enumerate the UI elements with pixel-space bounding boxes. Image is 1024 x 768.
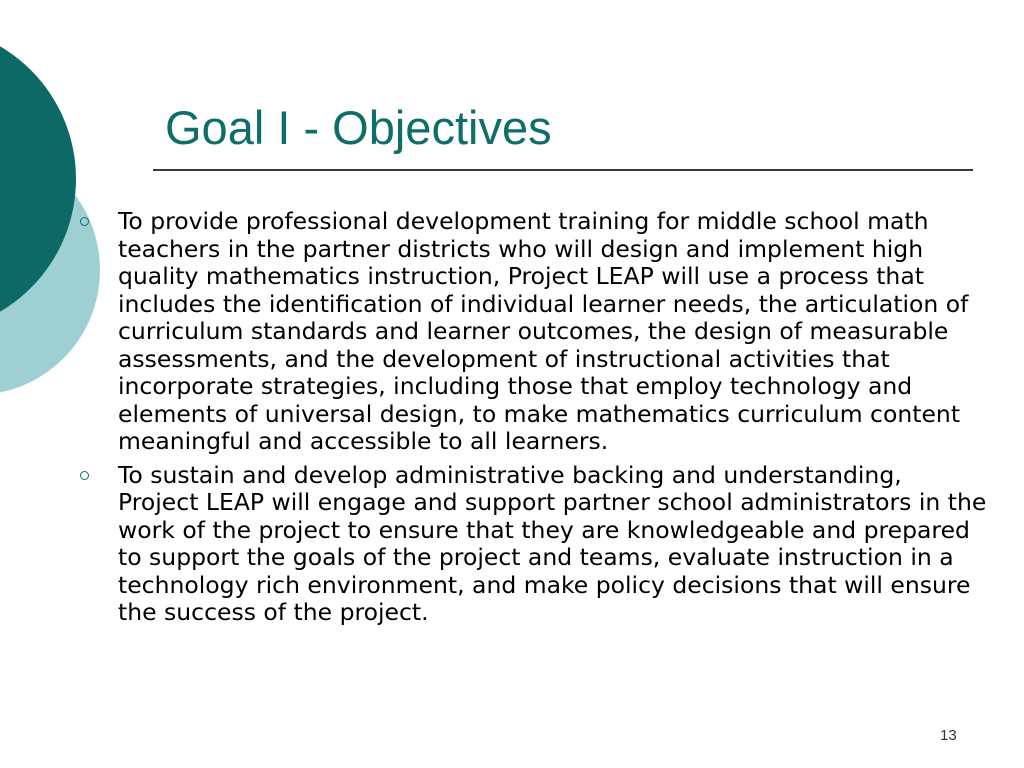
- objective-text-2: To sustain and develop administrative backing and understanding, Project LEAP will engage and support partner school administrators in the work of the project to ensure that they are knowledgeable and prepared to support the goals of the project and teams, evaluate instruction in a technology rich environment, and make policy decisions that will ensure the success of the project.: [118, 460, 987, 626]
- title-divider: [153, 169, 973, 171]
- slide-title: Goal I - Objectives: [165, 101, 552, 154]
- hollow-circle-bullet-icon: [80, 471, 89, 480]
- objective-text-1: To provide professional development training for middle school math teachers in the partner districts who will design and implement high quality mathematics instruction, Project LEAP will use a process that includes the identification of individual learner needs, the articulation of curriculum standards and learner outcomes, the design of measurable assessments, and the development of instructional activities that incorporate strategies, including those that employ technology and elements of universal design, to make mathematics curriculum content meaningful and accessible to all learners.: [118, 207, 969, 455]
- slide-page-number: 13: [940, 727, 957, 744]
- hollow-circle-bullet-icon: [80, 217, 89, 226]
- objective-item-2: [0, 462, 988, 627]
- objectives-list: [0, 208, 988, 633]
- objective-item-1: [0, 208, 988, 456]
